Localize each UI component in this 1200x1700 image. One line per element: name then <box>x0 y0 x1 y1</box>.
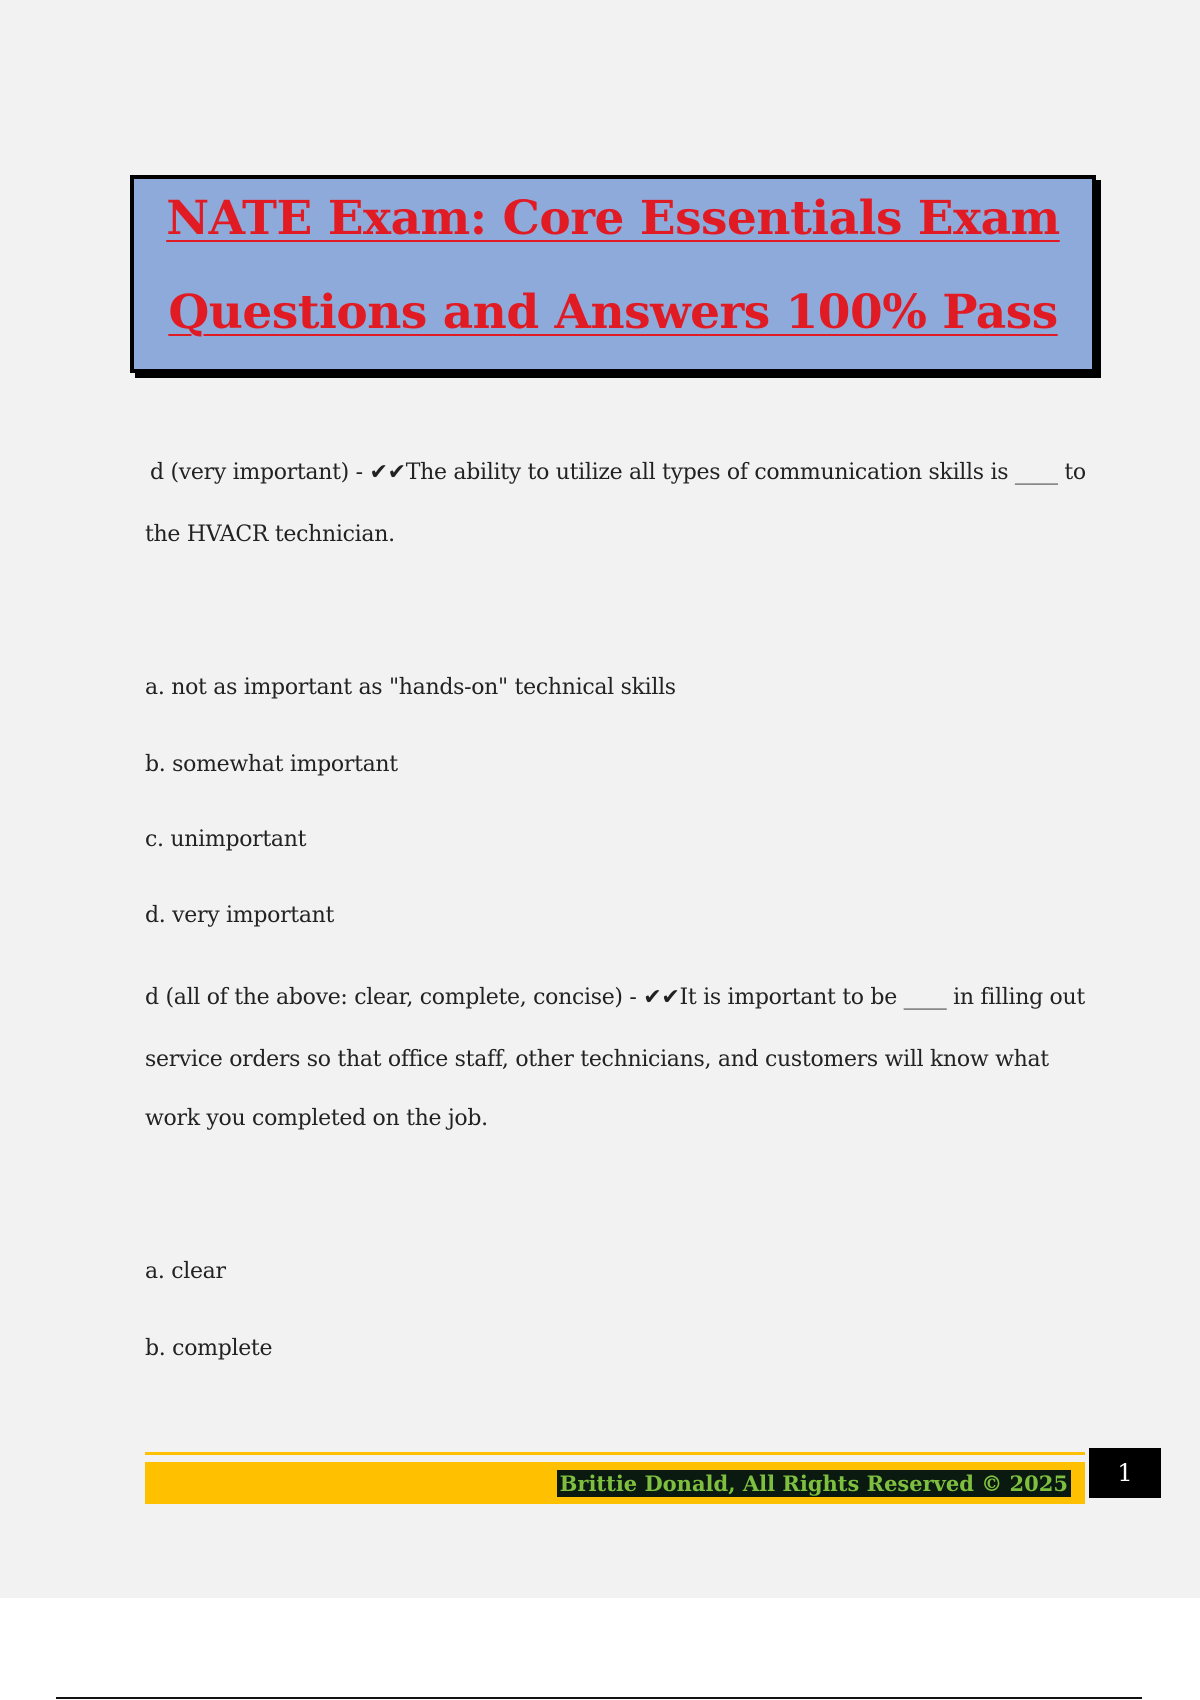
bottom-rule <box>56 1697 1142 1699</box>
footer-credit: Brittie Donald, All Rights Reserved © 2025 <box>557 1470 1071 1497</box>
title-line-1: NATE Exam: Core Essentials Exam <box>166 191 1060 246</box>
question-1-option-c: c. unimportant <box>145 827 307 852</box>
question-1-option-b: b. somewhat important <box>145 752 398 777</box>
question-2-line-1: d (all of the above: clear, complete, concise) - ✔✔It is important to be ____ in filling out <box>145 985 1085 1010</box>
question-2-option-b: b. complete <box>145 1336 273 1361</box>
question-1-line-2: the HVACR technician. <box>145 522 395 547</box>
page-number: 1 <box>1089 1448 1161 1498</box>
footer-rule <box>145 1452 1085 1455</box>
question-2-option-a: a. clear <box>145 1259 226 1284</box>
question-1-option-d: d. very important <box>145 903 335 928</box>
question-1-line-1: d (very important) - ✔✔The ability to utilize all types of communication skills is ____ to <box>150 460 1086 485</box>
question-2-line-3: work you completed on the job. <box>145 1106 488 1131</box>
footer-bar <box>145 1462 1085 1504</box>
question-2-line-2: service orders so that office staff, other technicians, and customers will know what <box>145 1047 1049 1072</box>
title-box <box>130 175 1096 373</box>
question-1-option-a: a. not as important as "hands-on" technical skills <box>145 675 676 700</box>
title-line-2: Questions and Answers 100% Pass <box>168 285 1058 340</box>
